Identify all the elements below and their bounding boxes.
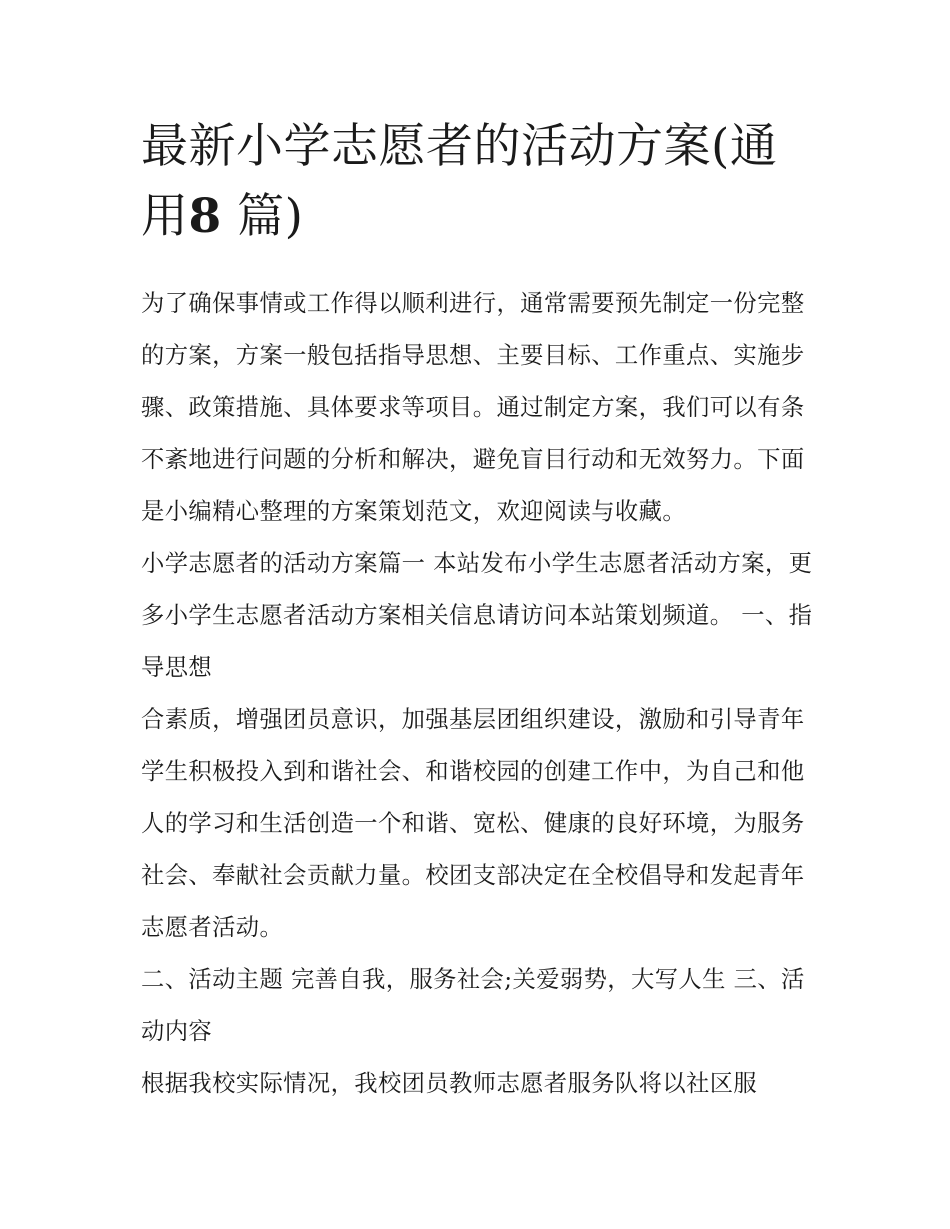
paragraph-theme-content: 二、活动主题 完善自我，服务社会;关爱弱势，大写人生 三、活动内容 (141, 966, 805, 1045)
paragraph-intro: 为了确保事情或工作得以顺利进行，通常需要预先制定一份完整的方案，方案一般包括指导思想、主要目标、工作重点、实施步骤、政策措施、具体要求等项目。通过制定方案，我们可以有条不紊地进行问题的分析和解决，避免盲目行动和无效努力。下面是小编精心整理的方案策划范文，欢迎阅读与收藏。 (141, 290, 805, 525)
paragraph-activity-content: 根据我校实际情况，我校团员教师志愿者服务队将以社区服 (141, 1070, 758, 1097)
title-number: 8 (188, 189, 222, 244)
paragraph-guiding-idea: 合素质，增强团员意识，加强基层团组织建设，激励和引导青年学生积极投入到和谐社会、和谐校园的创建工作中，为自己和他人的学习和生活创造一个和谐、宽松、健康的良好环境，为服务社会、奉献社会贡献力量。校团支部决定在全校倡导和发起青年志愿者活动。 (141, 706, 805, 941)
title-text-part1: 最新小学志愿者的活动方案(通用 (141, 119, 778, 244)
document-title (141, 112, 821, 252)
document-body (141, 278, 813, 1110)
title-text-part2: 篇) (237, 189, 304, 244)
paragraph-section-one: 小学志愿者的活动方案篇一 本站发布小学生志愿者活动方案，更多小学生志愿者活动方案相关信息请访问本站策划频道。 一、指导思想 (141, 550, 813, 681)
